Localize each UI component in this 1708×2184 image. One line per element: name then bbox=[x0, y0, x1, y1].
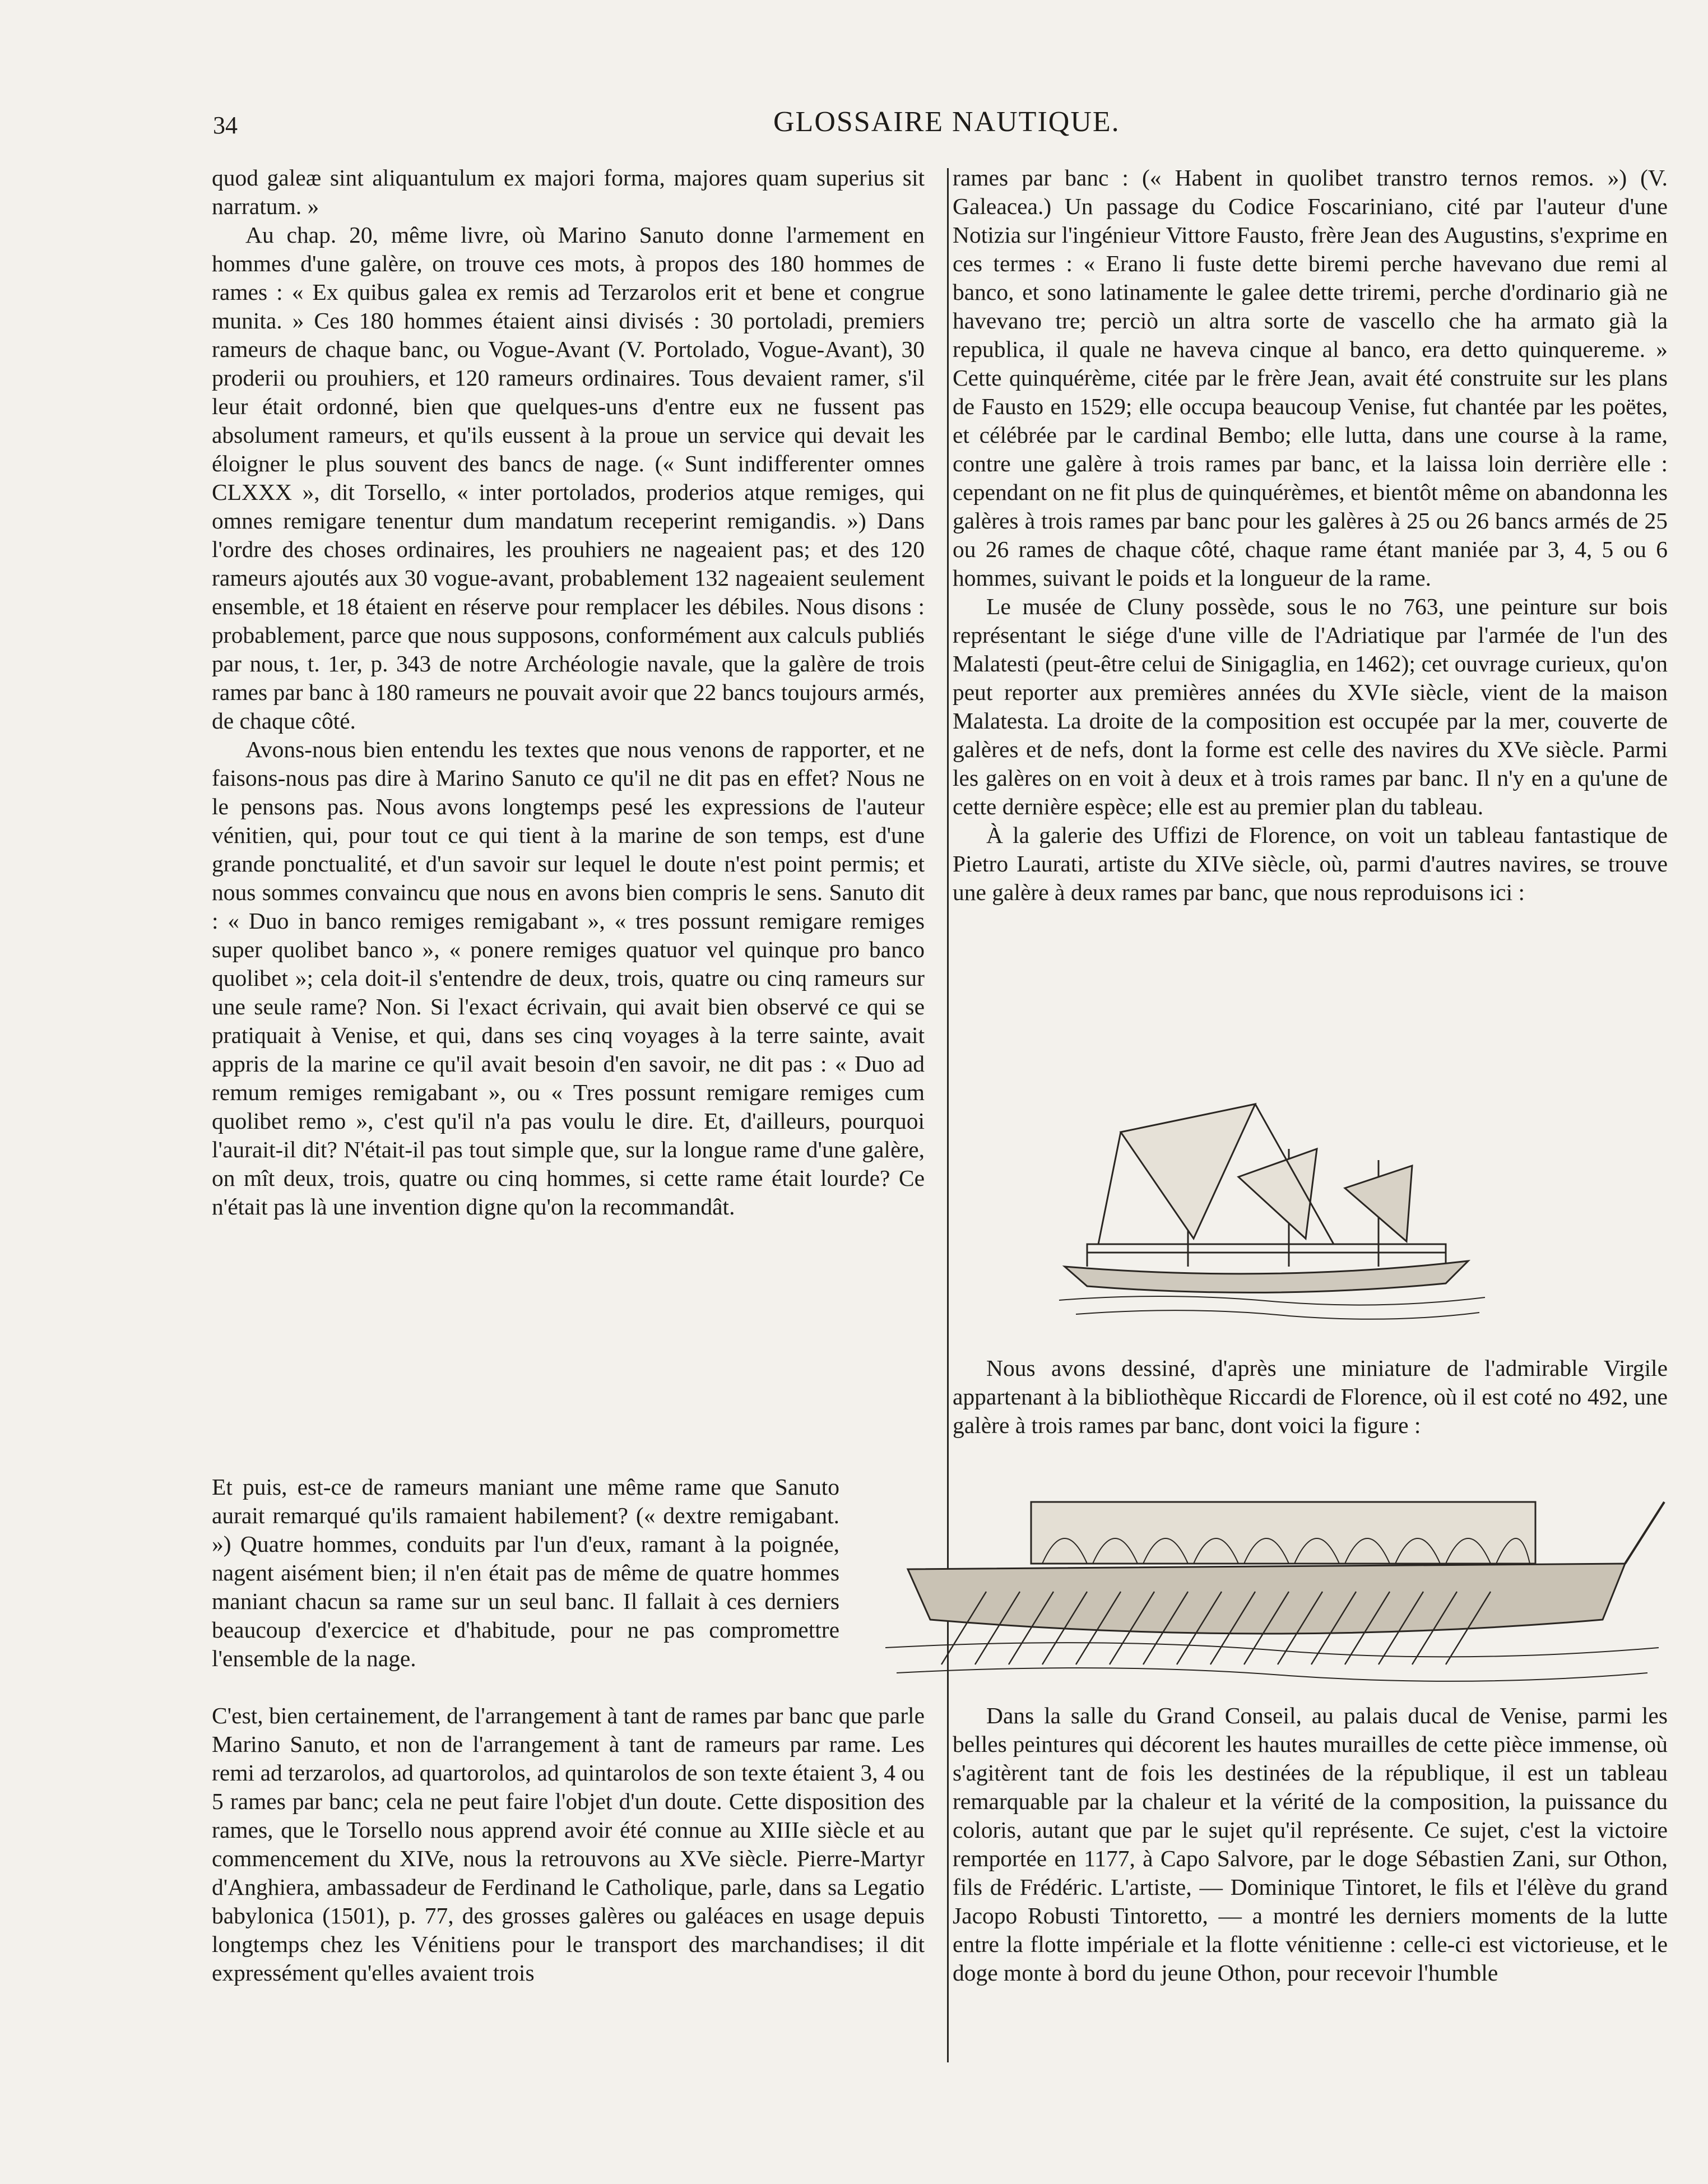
paragraph: Dans la salle du Grand Conseil, au palais ducal de Venise, parmi les belles peintures qui décorent les hautes murailles de cette pièce immense, où s'agitèrent tant de fois les destinées de la république, il est un tableau remarquable par la chaleur et la vérité de la composition, la puissance du coloris, autant que par le sujet qu'il représente. Ce sujet, c'est la victoire remportée en 1177, à Capo Salvore, par le doge Sébastien Zani, sur Othon, fils de Frédéric. L'artiste, — Dominique Tintoret, le fils et l'élève du grand Jacopo Robusti Tintoretto, — a montré les derniers moments de la lutte entre la flotte impériale et la flotte vénitienne : celle-ci est victorieuse, et le doge monte à bord du jeune Othon, pour recevoir l'humble bbox=[953, 1703, 1668, 1986]
paragraph: À la galerie des Uffizi de Florence, on voit un tableau fantastique de Pietro Laurati, artiste du XIVe siècle, où, parmi d'autres navires, se trouve une galère à deux rames par banc, que nous reproduisons ici : bbox=[953, 822, 1668, 905]
paragraph: rames par banc : (« Habent in quolibet transtro ternos remos. ») (V. Galeacea.) Un passage du Codice Foscariniano, cité par l'auteur d'une Notizia sur l'ingénieur Vittore Fausto, frère Jean des Augustins, s'exprime en ces termes : « Erano li fuste dette biremi perche havevano due remi al banco, et sono latinamente le galee dette triremi, perche d'ordinario già ne havevano tre; perciò un altra sorte de vascello che ha armato già la republica, il quale ne haveva cinque al banco, era detto quinquereme. » Cette quinquérème, citée par le frère Jean, avait été construite sur les plans de Fausto en 1529; elle occupa beaucoup Venise, fut chantée par les poëtes, et célébrée par le cardinal Bembo; elle lutta, dans une course à la rame, contre une galère à trois rames par banc, et la laissa loin derrière elle : cependant on ne fit plus de quinquérèmes, et bientôt même on abandonna les galères à trois rames par banc pour les galères à 25 ou 26 bancs armés de 25 ou 26 rames de chaque côté, chaque rame étant maniée par 3, 4, 5 ou 6 hommes, suivant le poids et la longueur de la rame. bbox=[953, 165, 1668, 591]
paragraph: Le musée de Cluny possède, sous le no 763, une peinture sur bois représentant le siége d'une ville de l'Adriatique par l'armée de l'un des Malatesti (peut-être celui de Sinigaglia, en 1462); cet ouvrage curieux, qu'on peut reporter aux premières années du XVIe siècle, vient de la maison Malatesta. La droite de la composition est occupée par la mer, couverte de galères et de nefs, dont la forme est celle des navires du XVe siècle. Parmi les galères on en voit à deux et à trois rames par banc. Il n'y en a qu'une de cette dernière espèce; elle est au premier plan du tableau. bbox=[953, 593, 1668, 819]
left-column-bottom bbox=[212, 1701, 925, 1987]
paragraph: C'est, bien certainement, de l'arrangement à tant de rames par banc que parle Marino Sanuto, et non de l'arrangement à tant de rameurs par rame. Les remi ad terzarolos, ad quartorolos, ad quintarolos de son texte étaient 3, 4 ou 5 rames par banc; cela ne peut faire l'objet d'un doute. Cette disposition des rames, que le Torsello nous apprend avoir été connue au XIIIe siècle et au commencement du XIVe, nous la retrouvons au XVe siècle. Pierre-Martyr d'Anghiera, ambassadeur de Ferdinand le Catholique, parle, dans sa Legatio babylonica (1501), p. 77, des grosses galères ou galéaces en usage depuis longtemps chez les Vénitiens pour le transport des marchandises; il dit expressément qu'elles avaient trois bbox=[212, 1703, 925, 1986]
paragraph: Et puis, est-ce de rameurs maniant une même rame que Sanuto aurait remarqué qu'ils ramaient habilement? (« dextre remigabant. ») Quatre hommes, conduits par l'un d'eux, ramant à la poignée, nagent aisément bien; il n'en était pas de même de quatre hommes maniant chacun sa rame sur un seul banc. Il fallait à ces derniers beaucoup d'exercice et d'habitude, pour ne pas compromettre l'ensemble de la nage. bbox=[212, 1474, 839, 1671]
column-divider bbox=[947, 168, 949, 2062]
right-column-top bbox=[953, 164, 1668, 907]
running-title: GLOSSAIRE NAUTIQUE. bbox=[773, 106, 1120, 138]
right-column-middle bbox=[953, 1354, 1668, 1440]
galley-three-oars-engraving bbox=[874, 1480, 1670, 1693]
paragraph: Nous avons dessiné, d'après une miniature de l'admirable Virgile appartenant à la bibliothèque Riccardi de Florence, où il est coté no 492, une galère à trois rames par banc, dont voici la figure : bbox=[953, 1355, 1668, 1438]
galley-two-oars-engraving bbox=[1053, 1098, 1491, 1334]
left-column-top bbox=[212, 164, 925, 1221]
paragraph: Au chap. 20, même livre, où Marino Sanuto donne l'armement en hommes d'une galère, on trouve ces mots, à propos des 180 hommes de rames : « Ex quibus galea ex remis ad Terzarolos erit et bene et congrue munita. » Ces 180 hommes étaient ainsi divisés : 30 portoladi, premiers rameurs de chaque banc, ou Vogue-Avant (V. Portolado, Vogue-Avant), 30 proderii ou prouhiers, et 120 rameurs ordinaires. Tous devaient ramer, s'il leur était ordonné, bien que quelques-uns d'entre eux ne fussent pas absolument rameurs, et qu'ils eussent à la proue un service qui devait les éloigner le plus souvent des bancs de nage. (« Sunt indifferenter omnes CLXXX », dit Torsello, « inter portolados, proderios atque remiges, qui omnes remigare tenentur dum mandatum receperint remigandis. ») Dans l'ordre des choses ordinaires, les prouhiers ne nageaient pas; et des 120 rameurs ajoutés aux 30 vogue-avant, probablement 132 nageaient seulement ensemble, et 18 étaient en réserve pour remplacer les débiles. Nous disons : probablement, parce que nous supposons, conformément aux calculs publiés par nous, t. 1er, p. 343 de notre Archéologie navale, que la galère de trois rames par banc à 180 rameurs ne pouvait avoir que 22 bancs toujours armés, de chaque côté. bbox=[212, 222, 925, 734]
right-column-bottom bbox=[953, 1701, 1668, 1987]
paragraph: Avons-nous bien entendu les textes que nous venons de rapporter, et ne faisons-nous pas dire à Marino Sanuto ce qu'il ne dit pas en effet? Nous ne le pensons pas. Nous avons longtemps pesé les expressions de l'auteur vénitien, qui, pour tout ce qui tient à la marine de son temps, est d'une grande ponctualité, et d'un savoir sur lequel le doute n'est point permis; et nous sommes convaincu que nous en avons bien compris le sens. Sanuto dit : « Duo in banco remiges remigabant », « tres possunt remigare remiges super quolibet banco », « ponere remiges quatuor vel quinque pro banco quolibet »; cela doit-il s'entendre de deux, trois, quatre ou cinq rameurs sur une seule rame? Non. Si l'exact écrivain, qui avait bien observé ce qui se pratiquait à Venise, et qui, dans ses cinq voyages à la terre sainte, avait appris de la marine ce qu'il avait besoin d'en savoir, ne dit pas : « Duo ad remum remiges remigabant », ou « Tres possunt remigare remiges cum quolibet remo », c'est qu'il n'a pas voulu le dire. Et, d'ailleurs, pourquoi l'aurait-il dit? N'était-il pas tout simple que, sur la longue rame d'une galère, on mît deux, trois, quatre ou cinq hommes, si cette rame était lourde? Ce n'était pas là une invention digne qu'on la recommandât. bbox=[212, 736, 925, 1219]
page-number: 34 bbox=[213, 112, 238, 139]
left-column-wrapped-text bbox=[212, 1473, 839, 1673]
paragraph: quod galeæ sint aliquantulum ex majori forma, majores quam superius sit narratum. » bbox=[212, 165, 925, 219]
